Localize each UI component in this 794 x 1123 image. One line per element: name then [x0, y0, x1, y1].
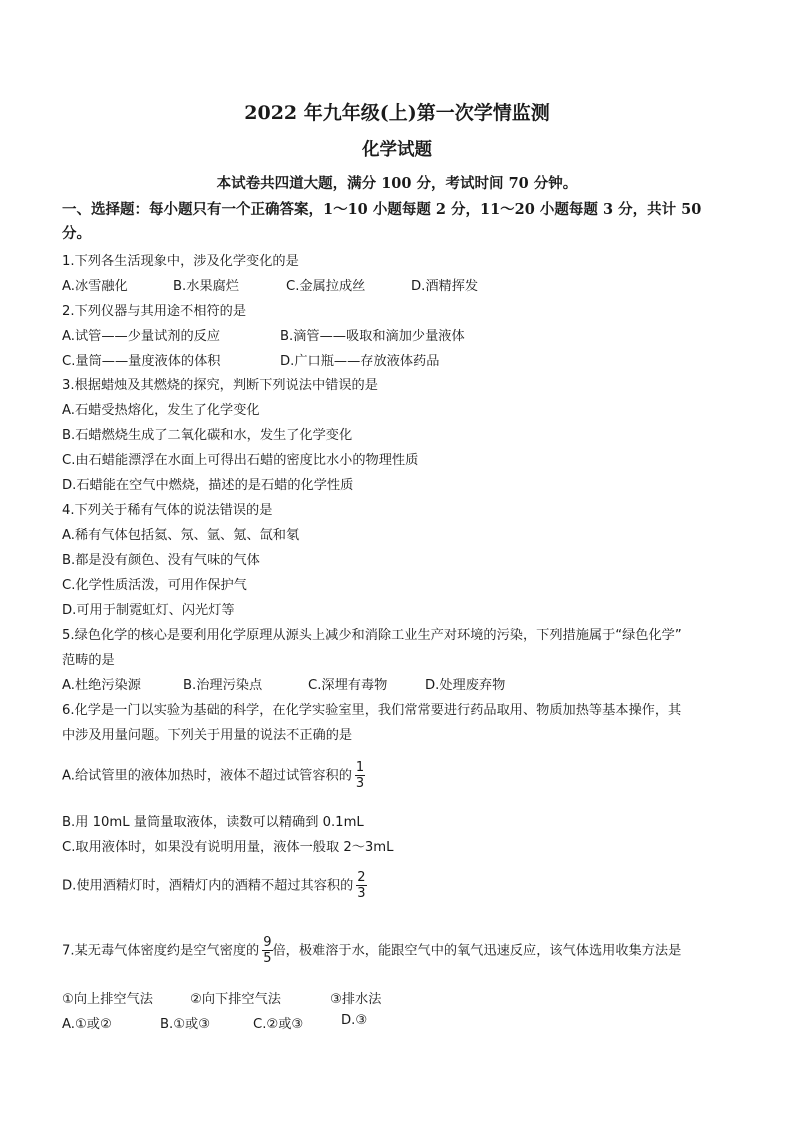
- fraction-two-thirds: $\frac{2}{3}$: [357, 870, 366, 901]
- question-5-option-a: A.杜绝污染源: [62, 678, 141, 693]
- question-3-option-c: C.由石蜡能漂浮在水面上可得出石蜡的密度比水小的物理性质: [62, 453, 419, 468]
- question-7-stem-pre: 7.某无毒气体密度约是空气密度的: [62, 943, 260, 959]
- question-7-method-3: ③排水法: [330, 992, 382, 1007]
- question-5-option-b: B.治理污染点: [183, 678, 263, 693]
- question-2-option-d: D.广口瓶——存放液体药品: [280, 354, 440, 369]
- question-1-option-c: C.金属拉成丝: [286, 279, 366, 294]
- question-7-stem-post: 倍，极难溶于水，能跟空气中的氧气迅速反应，该气体选用收集方法是: [272, 943, 682, 959]
- question-2-option-a: A.试管——少量试剂的反应: [62, 329, 221, 344]
- section-heading-continued: 分。: [62, 225, 91, 242]
- question-4-option-d: D.可用于制霓虹灯、闪光灯等: [62, 603, 235, 618]
- question-5-stem-continued: 范畴的是: [62, 653, 115, 668]
- exam-instructions: 本试卷共四道大题，满分 100 分，考试时间 70 分钟。: [216, 175, 578, 192]
- question-7-option-b: B.①或③: [160, 1017, 211, 1032]
- question-2-stem: 2.下列仪器与其用途不相符的是: [62, 304, 247, 319]
- question-6-option-a: [62, 760, 365, 791]
- question-5-option-c: C.深埋有毒物: [308, 678, 388, 693]
- question-5-option-d: D.处理废弃物: [425, 678, 506, 693]
- question-1-option-d: D.酒精挥发: [411, 279, 479, 294]
- question-7-method-1: ①向上排空气法: [62, 992, 153, 1007]
- question-1-option-b: B.水果腐烂: [173, 279, 239, 294]
- question-4-option-b: B.都是没有颜色、没有气味的气体: [62, 553, 260, 568]
- question-4-option-a: A.稀有气体包括氦、氖、氩、氪、氙和氡: [62, 528, 300, 543]
- question-2-option-c: C.量筒——量度液体的体积: [62, 354, 221, 369]
- fraction-one-third: $\frac{1}{3}$: [355, 760, 365, 791]
- question-6-option-c: C.取用液体时，如果没有说明用量，液体一般取 2～3mL: [62, 840, 394, 855]
- question-3-option-d: D.石蜡能在空气中燃烧，描述的是石蜡的化学性质: [62, 478, 354, 493]
- question-4-stem: 4.下列关于稀有气体的说法错误的是: [62, 503, 273, 518]
- question-7-stem: [62, 935, 681, 966]
- question-3-option-a: A.石蜡受热熔化，发生了化学变化: [62, 403, 260, 418]
- question-6-option-d-text: D.使用酒精灯时，酒精灯内的酒精不超过其容积的: [62, 878, 354, 894]
- question-7-method-2: ②向下排空气法: [190, 992, 281, 1007]
- question-7-option-c: C.②或③: [253, 1017, 304, 1032]
- question-5-stem: 5.绿色化学的核心是要利用化学原理从源头上减少和消除工业生产对环境的污染，下列措施属于“绿色化学”: [62, 628, 682, 643]
- question-6-stem-continued: 中涉及用量问题。下列关于用量的说法不正确的是: [62, 728, 353, 743]
- question-7-option-d: D.③: [341, 1013, 368, 1028]
- question-3-stem: 3.根据蜡烛及其燃烧的探究，判断下列说法中错误的是: [62, 378, 378, 393]
- question-6-option-a-text: A.给试管里的液体加热时，液体不超过试管容积的: [62, 768, 352, 784]
- section-heading: 一、选择题：每小题只有一个正确答案，1～10 小题每题 2 分，11～20 小题每题 3 分，共计 50: [62, 201, 702, 218]
- fraction-nine-fifths: $\frac{9}{5}$: [263, 935, 272, 966]
- question-1-option-a: A.冰雪融化: [62, 279, 128, 294]
- question-6-option-b: B.用 10mL 量筒量取液体，读数可以精确到 0.1mL: [62, 815, 364, 830]
- question-6-option-d: [62, 870, 367, 901]
- question-6-stem: 6.化学是一门以实验为基础的科学，在化学实验室里，我们常常要进行药品取用、物质加热等基本操作，其: [62, 703, 682, 718]
- question-1-stem: 1.下列各生活现象中，涉及化学变化的是: [62, 254, 299, 269]
- question-2-option-b: B.滴管——吸取和滴加少量液体: [280, 329, 465, 344]
- question-4-option-c: C.化学性质活泼，可用作保护气: [62, 578, 247, 593]
- exam-title: 2022 年九年级(上)第一次学情监测: [244, 102, 550, 124]
- question-7-option-a: A.①或②: [62, 1017, 112, 1032]
- question-3-option-b: B.石蜡燃烧生成了二氧化碳和水，发生了化学变化: [62, 428, 353, 443]
- exam-subtitle: 化学试题: [362, 140, 432, 160]
